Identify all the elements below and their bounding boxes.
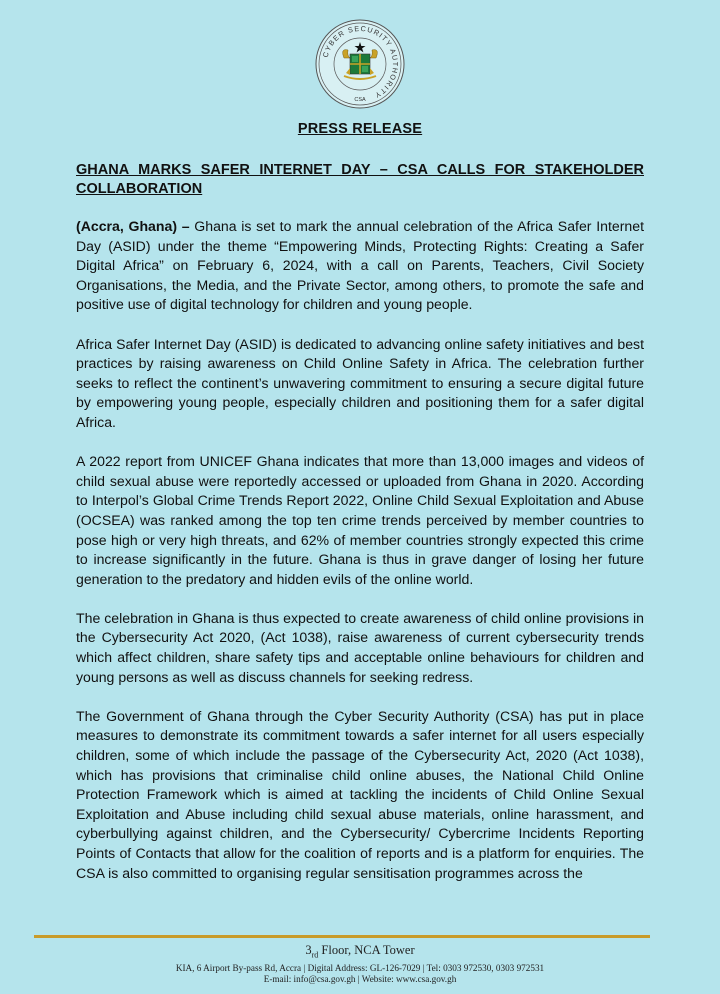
headline: GHANA MARKS SAFER INTERNET DAY – CSA CALLS FOR STAKEHOLDER COLLABORATION: [76, 162, 644, 197]
article-body: [76, 217, 644, 903]
footer-divider: [34, 935, 650, 938]
press-release-title: PRESS RELEASE: [297, 121, 423, 137]
paragraph-4: The celebration in Ghana is thus expected to create awareness of child online provisions in the Cybersecurity Act 2020, (Act 1038), raise awareness of current cybersecurity trends which affect children, share safety tips and acceptable online behaviours for children and young persons as well as discuss channels for seeking redress.: [76, 609, 644, 685]
paragraph-5: The Government of Ghana through the Cyber Security Authority (CSA) has put in place measures to demonstrate its commitment towards a safer internet for all users especially children, some of which include the passage of the Cybersecurity Act, 2020 (Act 1038), which has provisions that criminalise child online abuses, the National Child Online Protection Framework which is aimed at tackling the incidents of Child Online Sexual Exploitation and Abuse including child sexual abuse materials, online harassment, and cyberbullying against children, and the Cybersecurity/ Cybercrime Incidents Reporting Points of Contacts that allow for the coalition of reports and is a platform for enquiries. The CSA is also committed to organising regular sensitisation programmes across the: [76, 707, 644, 881]
paragraph-1: (Accra, Ghana) – Ghana is set to mark the annual celebration of the Africa Safer Internet Day (ASID) under the theme “Empowering Minds, Protecting Rights: Creating a Safer Digital Africa” on February 6, 2024, with a call on Parents, Teachers, Civil Society Organisations, the Media, and the Private Sector, among others, to promote the safe and positive use of digital technology for children and young people.: [76, 218, 644, 313]
footer: [0, 943, 720, 985]
paragraph-2: Africa Safer Internet Day (ASID) is dedicated to advancing online safety initiatives and best practices by raising awareness on Child Online Safety in Africa. The celebration further seeks to reflect the continent’s unwavering commitment to ensuring a secure digital future by empowering young people, especially children and positioning them for a safer digital Africa.: [76, 335, 644, 430]
csa-logo: [314, 18, 406, 110]
svg-text:CYBER SECURITY AUTHORITY: CYBER SECURITY AUTHORITY: [320, 23, 401, 101]
footer-location: $3_{rd}$ Floor, NCA Tower: [305, 943, 415, 960]
footer-contact: E-mail: info@csa.gov.gh | Website: www.csa.gov.gh: [263, 973, 457, 984]
svg-text:CSA: CSA: [354, 97, 366, 103]
paragraph-3: A 2022 report from UNICEF Ghana indicates that more than 13,000 images and videos of child sexual abuse were reportedly accessed or uploaded from Ghana in 2020. According to Interpol’s Global Crime Trends Report 2022, Online Child Sexual Exploitation and Abuse (OCSEA) was ranked among the top ten crime trends perceived by member countries to pose high or very high threats, and 62% of member countries strongly expected this crime to increase significantly in the future. Ghana is thus in grave danger of losing her future generation to the predatory and hidden evils of the online world.: [76, 453, 644, 587]
dateline: (Accra, Ghana) –: [76, 218, 190, 234]
footer-address: KIA, 6 Airport By-pass Rd, Accra | Digital Address: GL-126-7029 | Tel: 0303 972530, 0303 972531: [175, 962, 545, 973]
